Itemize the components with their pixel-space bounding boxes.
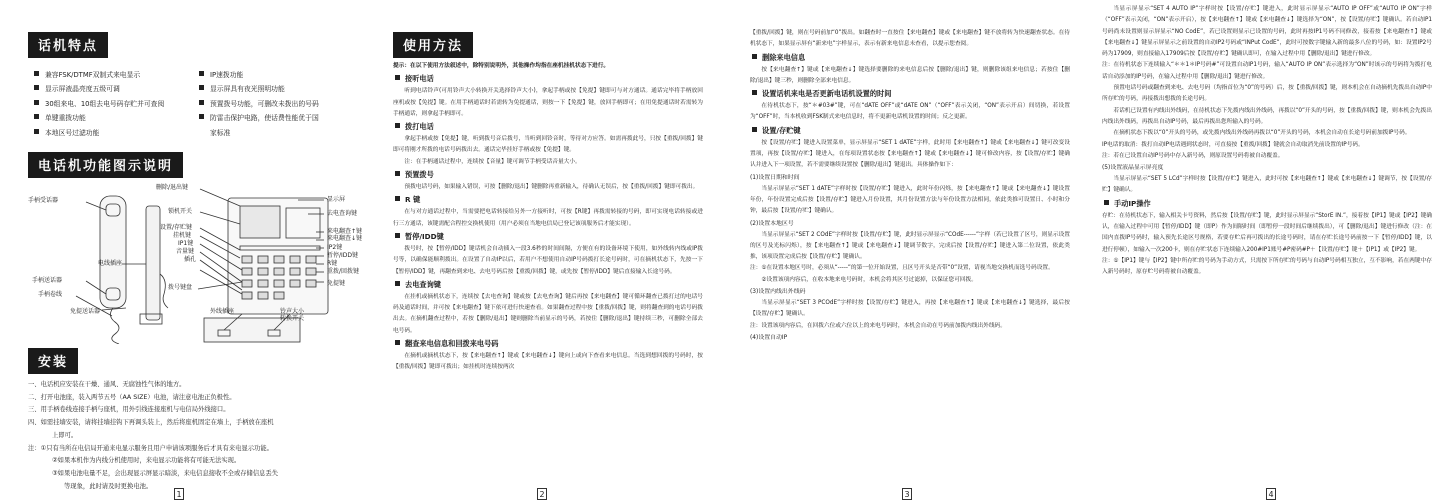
section-text: 在挂机或摘机状态下，连续按【去电查询】键或按【去电查询】键后再按【来电翻查】键可循环翻查已拨打过的电话号码及通话时间，并可按【来电翻查】键下依可进行快速查看。如果翻查过程中按【重拨/回拨】键，则将翻查到的电话号码拨出去。在摘机翻查过程中，若按【删除/退出】键则删除当前显示的号码，若按住【删除/退出】键持续三秒，可删除全部去电号码。 <box>393 293 703 334</box>
page-4 <box>1102 0 1432 504</box>
section-text: 当显示屏显示“SET 5 LCd”字样时按【设置/存贮】键进入，此时可按【来电翻查↑】键或【来电翻查↓】键调节，按【设置/存贮】键确认。 <box>1102 176 1432 194</box>
sub-heading: (2)设置本地区号 <box>750 220 794 227</box>
install-item: 三、用手柄卷线连接手柄与座机，用外引线连接座机与电信局外线接口。 <box>28 406 230 414</box>
section-text: 存贮：在待机状态下，输入相关卡号资料，然后按【设置/存贮】键，此时显示屏显示“StorE IN.”，接着按【IP1】键或【IP2】键确认，在输入过程中可用【暂停/IDD】键（即P）作为间隔时间（即暂停一段时间后继续拨出），可【删除/退出】键进行修改（注：在国内直拨IP号码时，输入预先长途区号规格，若要存贮后再可拨出的长途号码时，请在存贮长途号码前按一下【暂停/IDD】键，以进行停顿），如输入一次200卡，则在存贮状态下连续输入200#IP1账号#P密码#P＋【设置/存贮】键＋【IP1】或【IP2】键。 <box>1102 212 1432 253</box>
sub-heading: (3)设置内线出外线码 <box>750 289 806 296</box>
install-note: ②如果本机作为内线分机使用时，来电显示功能将有可能无法实现。 <box>52 457 241 465</box>
install-title: 安装 <box>28 348 78 374</box>
page-1 <box>28 0 364 504</box>
label-ext-line: 外线插座 <box>210 308 235 316</box>
feature-item: 防雷击保护电路，使话费性能优于国 <box>193 111 358 125</box>
section-heading: 预置拨号 <box>393 168 703 182</box>
label-lock-switch: 锁机开关 <box>168 208 193 216</box>
section-text: 在摘机或摘机状态下，按【来电翻查↑】键或【来电翻查↓】键向上或向下查看来电信息。当选到想回拨的号码时，按【重拨/回拨】键即可拨出；如挂机时连续按两次 <box>393 353 703 371</box>
label-handset-cord: 手柄卷线 <box>38 291 63 299</box>
page-3 <box>750 0 1070 504</box>
section-text: 预置电话号码或翻查到来电、去电号码（均指首位为“0”的号码）后，按【重拨/回拨】键，则本机会在自动摘机先拨出自动IP中所存贮的号码，再接拨出想拨的长途号码。 <box>1102 85 1432 103</box>
features-title: 话机特点 <box>28 32 108 58</box>
section-note: 注：①【IP1】键与【IP2】键中所存贮的号码为手动方式，只需按下所存贮的号码与自动IP号码相互独立，互不影响，若在两键中存入新号码时，原存贮号码将被自动覆盖。 <box>1102 257 1432 276</box>
page-number: 1 <box>174 488 184 500</box>
bullet-square-icon <box>395 75 400 80</box>
install-note: 等现象，此时请及时更换电池。 <box>64 482 153 490</box>
bullet-square-icon <box>34 71 39 76</box>
phone-diagram <box>28 184 364 344</box>
diagram-title: 电话机功能图示说明 <box>28 152 183 178</box>
label-set-save: 设置/存贮键 <box>160 224 193 232</box>
section-text: 拿起手柄或按【免提】键，听到拨号音后拨号，当听到回铃音时，等待对方应答。如需再拨此号，只按【重拨/回拨】键即可将刚才所拨的电话号码拨出去。通话完毕挂好手柄或按【免提】键。 <box>393 136 703 154</box>
install-item: 二、打开电池座，装入两节五号（AA SIZE）电池，请注意电池正负极性。 <box>28 393 236 401</box>
page-number: 4 <box>1266 488 1276 500</box>
label-pause-idd: 暂停/IDD键 <box>327 252 359 260</box>
install-item: 四、如需挂墙安装，请将挂墙挂钩下再调头装上，然后将座机固定在墙上，手柄放在座机 <box>28 419 274 427</box>
label-delete-exit: 删除/退出键 <box>156 184 189 192</box>
section-text: 听到电话铃声(可用铃声大小转换开关选择铃声大小)，拿起手柄或按【免提】键即可与对方通话。通话完毕将手柄放回座机或按【免提】键。在用手柄通话时若需转为免提通话，则按一下【免提】键，放回手柄即可；在用免提通话时若需转为手柄通话，则拿起手柄即可。 <box>393 88 703 117</box>
section-text: 按【设置/存贮】键进入设置菜单，显示屏显示“SET 1 dATE”字样，此时用【来电翻查↑】键或【来电翻查↓】键可改变设置项，再按【设置/存贮】键进入，在每项设置状态按【来电翻查↑】键或【来电翻查↓】键可修改内容，按【设置/存贮】键确认并进入下一项设置，若不需要继续设置按【删除/退出】键退出。具体操作如下： <box>750 139 1070 169</box>
label-jack: 插孔 <box>184 256 197 264</box>
section-heading: 去电查询键 <box>393 278 703 292</box>
install-note: ③如果电池电量不足，会出现显示屏显示暗淡，来电信息接收不全或存储信息丢失 <box>52 469 279 477</box>
feature-item: 本地区号过滤功能 <box>28 126 193 140</box>
label-hook: 挂机键 <box>173 232 192 240</box>
section-heading: 设置话机来电是否更新电话机设置的时间 <box>750 87 1070 101</box>
section-heading: 翻查来电信息和回拨来电号码 <box>393 337 703 351</box>
sub-heading: (4)设置自动IP <box>750 334 788 341</box>
section-heading: 拨打电话 <box>393 120 703 134</box>
bullet-square-icon <box>34 114 39 119</box>
section-note: 注：①在设置本地区号时，必须从“-----”的第一位开始设置，且区号开头是否带“0”设置，请视当地交换机而选号码设置。 <box>750 265 1054 272</box>
phone-illustration <box>28 184 364 344</box>
feature-item: 单键重拨功能 <box>28 111 193 125</box>
section-text: 按【来电翻查↑】键或【来电翻查↓】键选择要删除的来电信息后按【删除/退出】键，则删除该组来电信息；若按住【删除/退出】键三秒，则删除全部来电信息。 <box>750 66 1070 84</box>
usage-title: 使用方法 <box>393 32 473 58</box>
label-ip2: IP2键 <box>327 244 343 252</box>
install-item: 上即可。 <box>52 431 78 439</box>
section-note: 注：在待机状态下连续输入“＊＊1＊IP号码#”可设置自动IP1号码，输入“AUTO IP ON”表示选择为“ON”时该示的号码将为拨打电话自动添加的IP号码，在输入过程中用【删除/退出】键进行修改。 <box>1102 62 1432 80</box>
label-ringer2: 转换开关 <box>280 315 305 323</box>
feature-item: 显示屏液晶亮度五级可调 <box>28 82 193 96</box>
section-text: 拨号时，按【暂停/IDD】键话机会自动插入一段3.6秒的时间间隔，方便在有的设备环境下使用，如外线转内线或IP拨号等，以确保能顺利拨出。在设置了自动IP以后，若用户不想使用自动IP号码拨打长途号码时，可在摘机状态下，先按一下【暂停/IDD】键，再翻查到来电、去电号码后按【重拨/回拨】键，或先按【暂停/IDD】键后直接输入长途号码。 <box>393 245 703 275</box>
bullet-square-icon <box>395 123 400 128</box>
bullet-square-icon <box>395 196 400 201</box>
handset-shape <box>100 196 126 308</box>
section-text: 在摘机状态下拨以“0”开头的号码，或先拨内线出外线码再拨以“0”开头的号码，本机会自动在长途号码前加拨IP号码。 <box>1113 130 1411 137</box>
section-heading: 设置/存贮键 <box>750 124 1070 138</box>
sub-heading: (1)设置日期和时间 <box>750 174 800 181</box>
bullet-square-icon <box>1104 200 1109 205</box>
bullet-square-icon <box>199 100 204 105</box>
label-line-jack: 电线插座 <box>98 260 123 268</box>
sub-heading: (5)设置液晶显示屏亮度 <box>1102 165 1164 172</box>
label-handset-mic: 手柄送话器 <box>32 277 63 285</box>
label-handsfree-mic: 免提送话器 <box>70 308 101 316</box>
section-text: 若话机已设置有内线出外线码，在待机状态下先拨内线出外线码，再拨以“0”开头的号码，按【重拨/回拨】键，则本机会先拨出内线出外线码，再拨出自动IP号码，最后再拨出您所输入的号码。 <box>1102 107 1432 125</box>
feature-item: 显示屏具有夜光照明功能 <box>193 82 358 96</box>
bullet-square-icon <box>752 90 757 95</box>
feature-item: 30组来电、10组去电号码存贮并可查阅 <box>28 97 193 111</box>
label-volume: 音量键 <box>176 248 195 256</box>
feature-item: 预置拨号功能，可删改未拨出的号码 <box>193 97 358 111</box>
label-display: 显示屏 <box>327 196 346 204</box>
section-note: 注：设置该项内容后，在回拨六位或六位以上的来电号码时，本机会自动在号码前加拨内线出外线码。 <box>750 322 1006 329</box>
bullet-square-icon <box>34 85 39 90</box>
label-keypad: 拨号键盘 <box>168 284 193 292</box>
install-list <box>28 379 364 493</box>
page-number: 2 <box>537 488 547 500</box>
label-ip1: IP1键 <box>178 240 194 248</box>
section-text: 当显示屏显示“SET 1 dATE”字样时按【设置/存贮】键进入，此时年份闪烁，按【来电翻查↑】键或【来电翻查↓】键设置年份，年份设置完成后按【设置/存贮】键进入月份设置，其月份设置方法与年份设置方法相同，依此类推可设置日、小时和分钟，最后按【设置/存贮】键确认。 <box>750 185 1070 215</box>
feature-item: 兼容FSK/DTMF双制式来电显示 <box>28 68 193 82</box>
section-note: ②设置该项内容后，在收本地来电号码时，本机会将其区号过滤掉，以保证您可回拨。 <box>761 276 977 283</box>
label-out-call-check: 去电查询键 <box>327 210 358 218</box>
bullet-square-icon <box>34 129 39 134</box>
section-text: 当显示屏显示“SET 4 AUTO IP”字样时按【设置/存贮】键进入，此时显示屏显示“AUTO IP OFF”或“AUTO IP ON”字样（“OFF”表示关闭，“ON”表示开启），按【来电翻查↑】键或【来电翻查↓】键选择为“ON”，按【设置/存贮】键确认。若自动IP1号码尚未设置则显示屏显示“NO CodE”，若已设置则显示已设置的号码，此时再按IP1号码不同修改，接着按【来电翻查↑】键或【来电翻查↓】键显示屏显示之前设置的自动IP2号码或“INPut CodE”，此时可按数字键输入新的最多八位的号码，如：设置IP2号码为17909，则直接输入17909后按【设置/存贮】键确认即可，在输入过程中用【删除/退出】键进行修改。 <box>1102 6 1432 58</box>
label-handset-receiver: 手柄受话器 <box>28 197 59 205</box>
features-list <box>28 68 364 140</box>
section-heading: R 键 <box>393 193 703 207</box>
bullet-square-icon <box>752 54 757 59</box>
install-item: 一、电话机应安装在干燥、通风、无腐蚀性气体的地方。 <box>28 381 186 389</box>
bullet-square-icon <box>199 114 204 119</box>
label-redial-back: 重拨/回拨键 <box>327 268 360 276</box>
label-r-key: R键 <box>327 260 338 268</box>
page-number: 3 <box>902 488 912 500</box>
section-note: 注：若在已设置自动IP号码中存入新号码，则原设置号码将被自动覆盖。 <box>1102 152 1284 159</box>
feature-item: IP速拨功能 <box>193 68 358 82</box>
section-text: 预拨电话号码，如果输入错误，可按【删除/退出】键删除再重新输入，待确认无误后，按【重拨/回拨】键即可拨出。 <box>404 184 699 191</box>
bullet-square-icon <box>199 85 204 90</box>
bullet-square-icon <box>395 340 400 345</box>
usage-note: 提示：在以下使用方法叙述中，除特别说明外，其他操作均指在座机挂机状态下进行。 <box>393 63 610 69</box>
label-handsfree-key: 免提键 <box>327 280 346 288</box>
section-text: IP电话的取消：拨打自动IP电话遇到状态时，可直接按【重拨/回拨】键就会自动取消先前设置的IP号码。 <box>1102 141 1364 148</box>
page-2 <box>393 0 703 504</box>
bullet-square-icon <box>395 281 400 286</box>
continued-text: 【重拨/回拨】键，则在号码前加“0”拨出。如翻查时一直按住【来电翻查】键或【来电翻查】键不放将转为快速翻查状态。在待机状态下，如果显示屏有“新来电”字样显示，表示有新来电信息未查看，以提示您查阅。 <box>750 30 1070 48</box>
bullet-square-icon <box>395 171 400 176</box>
label-in-call-down: 来电翻查↓键 <box>327 235 363 243</box>
feature-item: 家标准 <box>210 128 231 137</box>
section-text: 当显示屏显示“SET 2 COdE”字样时按【设置/存贮】键，此时显示屏显示“COdE------”字样（若已设置了区号，则显示设置的区号及光标闪烁），按【来电翻查↑】键或【来电翻查↓】键调节数字，完成后按【设置/存贮】键进入第二位设置，依此类推，该项设置完成后按【设置/存贮】键确认。 <box>750 231 1070 261</box>
section-heading: 手动IP操作 <box>1102 197 1432 211</box>
bullet-square-icon <box>34 100 39 105</box>
install-note: 注：①只有当所在电信局开通来电显示服务且用户申请该项服务后才具有来电显示功能。 <box>28 444 273 452</box>
section-heading: 删除来电信息 <box>750 51 1070 65</box>
section-text: 在与对方通话过程中，当需要把电话转接给另外一方接听时，可按【R键】再拨需转接的号码，即可实现电话转接或进行三方通话，该键需配合程控交换机使用（用户必须在当地电信局已登记该项服务后才能实现）。 <box>393 209 703 227</box>
label-ringer: 铃声大小 <box>280 308 305 316</box>
section-text: 在待机状态下，按“＊#03#”键，可在“dATE OFF”或“dATE ON”（“OFF”表示关闭，“ON”表示开启）间切换，若设置为“OFF”时，当本机收到FSK制式来电信息时，将不更新电话机设置的时间；反之更新。 <box>750 103 1070 121</box>
label-in-call-up: 来电翻查↑键 <box>327 228 363 236</box>
section-heading: 接听电话 <box>393 72 703 86</box>
bullet-square-icon <box>752 127 757 132</box>
bullet-square-icon <box>199 71 204 76</box>
section-heading: 暂停/IDD键 <box>393 230 703 244</box>
section-text: 当显示屏显示“SET 3 PCOdE”字样时按【设置/存贮】键进入，再按【来电翻查↑】键或【来电翻查↓】键选择，最后按【设置/存贮】键确认。 <box>750 300 1070 318</box>
bullet-square-icon <box>395 233 400 238</box>
section-note: 注：在手柄通话过程中，连续按【音量】键可调节手柄受话音量大小。 <box>404 158 581 165</box>
